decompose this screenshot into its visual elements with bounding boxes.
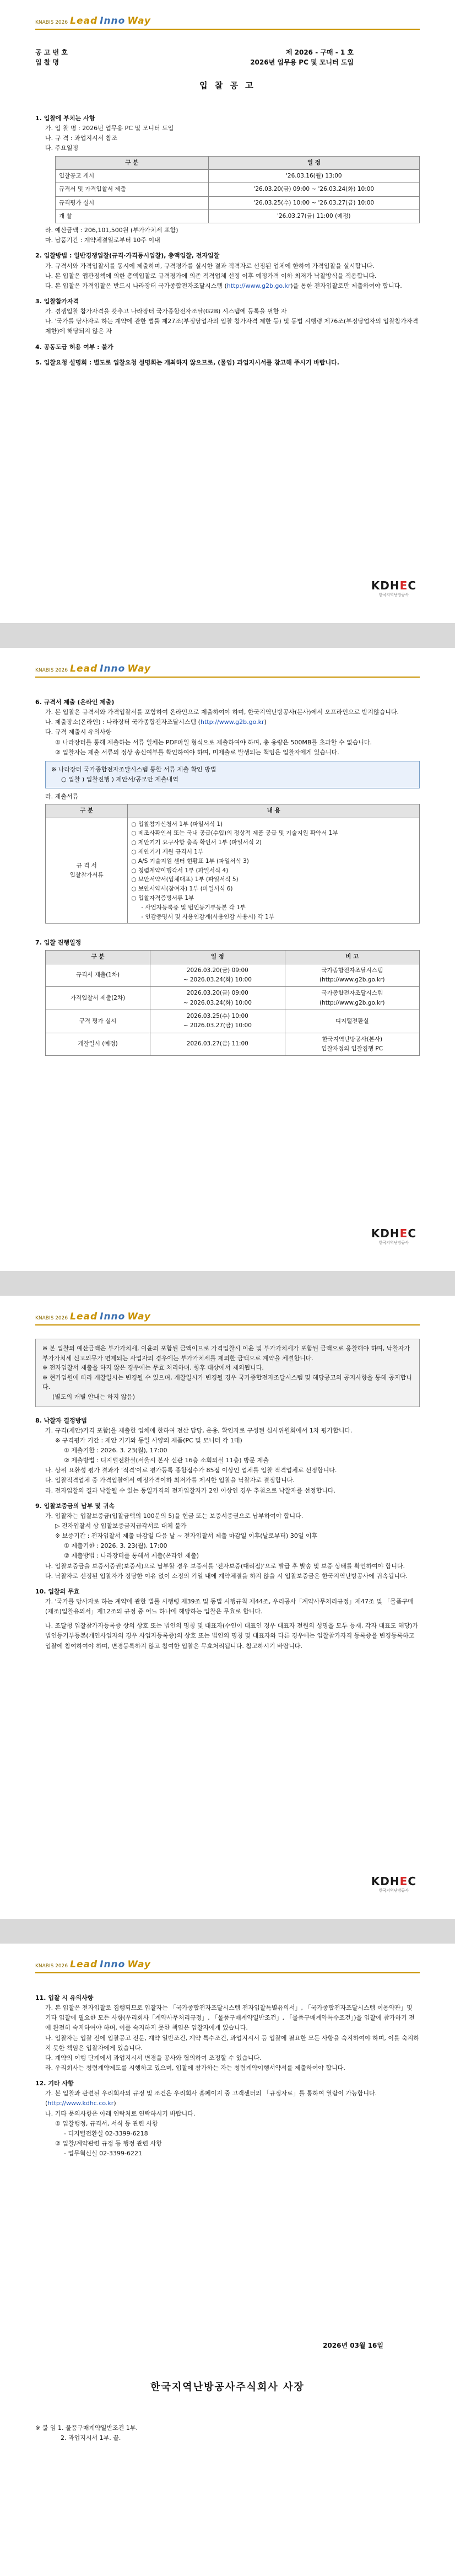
schedule-table: 구 분 일 정 입찰공고 게시 '26.03.16(월) 13:00 규격서 및 가격입찰서 제출 '26.03.20(금) 09:00 ~ '26.03.24(화) 10:00 규격평가 실시 '26.03.25(수) 10:00 ~ '26.03.27(금) 10:00 개 찰 '26.03.27(금) 11:00 (예정): [55, 156, 420, 224]
footer-logo: KDHEC 한국지역난방공사: [371, 1227, 416, 1245]
footer-logo: KDHEC 한국지역난방공사: [371, 1875, 416, 1893]
page-title: 입 찰 공 고: [199, 80, 256, 90]
notice-number-row: 공 고 번 호 제 2026 - 구매 - 1 호: [35, 49, 354, 56]
header-divider: [35, 29, 420, 30]
section-8-10: ※ 본 입찰의 예산금액은 부가가치세, 이윤의 포함된 금액이므로 가격입찰시 이윤 및 부가가치세가 포함된 금액으로 응찰해야 하며, 낙찰자가 부가가치세 신고의무가 면제되는 사업자의 경우에는 부가가치세를 제외한 금액으로 계약을 체결합니다. ※ 전자입찰서 제출을 하지 않은 경우에는 무효 처리하며, 향후 대상에서 제외됩니다. ※ 현가입원에 따라 개찰일시는 변경될 수 있으며, 개찰일시가 변경될 경우 국가종합전자조달시스템 및 해당공고의 공지사항을 통해 공지합니다. (별도의 개별 안내는 하지 않음) 8. 낙찰자 결정방법 가. 규격(제안)가격 포함)을 제출한 업체에 한하여 전산 담당, 운용, 확인자로 구성된 심사위원회에서 1차 평가합니다. ※ 규격평가 기간 : 제안 기기와 동일 사양의 제품(PC 및 모니터 각 1대) ① 제출기한 : 2026. 3. 23(월), 17:00 ② 제출방법 : 디지털전환실(서울시 본사 신관 16층 소회의실 11층) 방문 제출 나. 상위 요환성 평가 결과가 '적격'이로 평가등록 종합점수가 85점 이상인 업체를 입찰 적격업체로 선정합니다. 다. 입찰적격업체 중 가격입찰에서 예정가격이하 최저가를 제시한 입찰을 낙찰자로 결정합니다. 라. 전자입찰의 결과 낙찰될 수 있는 동일가격의 전자입찰자가 2인 이상인 경우 추첨으로 낙찰자를 선정합니다. 9. 입찰보증금의 납부 및 귀속 가. 입찰자는 입찰보증금(입찰금액의 100분의 5)을 현금 또는 보증서증권으로 납부하여야 합니다. ▷ 전자입찰서 상 입찰보증금지급각서로 대체 불가 ※ 보증기간 : 전자입찰서 제출 마감일 다음 날 ~ 전자입찰서 제출 마감일 이후(날로부터) 30일 이후 ① 제출기한 : 2026. 3. 23(월), 17:00 ② 제출방법 : 나라장터를 통해서 제출(온라인 제출) 나. 입찰보증금을 보증서증권(보증서)으로 납부할 경우 보증서를 '전자보증(대리점)'으로 발급 후 발송 및 보증 상태를 확인하여야 합니다. 다. 낙찰자로 선정된 입찰자가 정당한 이유 없이 소정의 기일 내에 계약체결을 하지 않을 시 입찰보증금은 한국지역난방공사에 귀속됩니다. 10. 입찰의 무효 가. '국가를 당사자로 하는 계약에 관한 법률 시행령 제39조 및 동법 시행규칙 제44조, 우리공사「계약사무처리규정」제47조 및 「물품구매(제조)입찰유의서」제12조의 규정 중 어느 하나에 해당하는 입찰은 무효로 합니다. 나. 조달청 입찰참가자등록증 상의 상호 또는 법인의 명칭 및 대표자(수인이 대표인 경우 대표자 전원의 성명을 모두 등재, 각자 대표도 해당)가 법인등기부등본(개인사업자의 경우 사업자등록증)의 상호 또는 법인의 명칭 및 대표자와 다른 경우에는 입찰참가자격 등록증을 변경등록하고 입찰에 참여하여야 하며, 변경등록하지 않고 참여한 입찰은 무효처리됩니다. 참고하시기 바랍니다.: [35, 1339, 420, 1651]
header-logo: KNABIS 2026 Lead Inno Way: [35, 1311, 151, 1322]
page-2: [0, 648, 455, 1271]
page-4: [0, 1944, 455, 2576]
header-logo: KNABIS 2026 Lead Inno Way: [35, 15, 151, 26]
submission-check-notice: ※ 나라장터 국가종합전자조달시스템 통한 서류 제출 확인 방법 ○ 입찰 ) 입찰진행 ) 제안서/공모안 제출내역: [45, 761, 420, 788]
section-11-12: 11. 입찰 시 유의사항 가. 본 입찰은 전자입찰로 집행되므로 입찰자는 「국가종합전자조달시스템 전자입찰특별유의서」, 「국가종합전자조달시스템 이용약관」및 기타 입찰에 필요한 모든 사항(우리회사「계약사무처리규정」, 「물품구매계약일반조건」, 「물품구매계약특수조건」)을 입찰에 참가하기 전에 완전히 숙지하여야 하며, 이를 숙지하지 못한 책임은 입찰자에게 있습니다. 나. 입찰자는 입찰 전에 입찰공고 전문, 계약 일반조건, 계약 특수조건, 과업지시서 등 입찰에 필요한 모든 사항을 숙지하여야 하며, 이를 숙지하지 못한 책임은 입찰자에게 있습니다. 다. 계약의 이행 단계에서 과업지시서 변경을 공사와 협의하여 조정할 수 있습니다. 라. 우리회사는 청렴계약제도를 시행하고 있으며, 입찰에 참가하는 자는 청렴계약이행서약서를 제출하여야 합니다. 12. 기타 사항 가. 본 입찰과 관련된 우리회사의 규정 및 조건은 우리회사 홈페이지 중 고객센터의 「규정자료」를 통하여 열람이 가능합니다. (http://www.kdhc.co.kr) 나. 기타 문의사항은 아래 연락처로 연락하시기 바랍니다. ① 입찰행정, 규격서, 서식 등 관련 사항 - 디지털전환실 02-3399-6218 ② 입찰/계약관련 규정 등 행정 관련 사항 - 업무혁신실 02-3399-6221: [35, 1994, 419, 2158]
documents-list: ○ 입찰참가신청서 1부 (파일서식 1) ○ 제조사확인서 또는 국내 공급(수입)의 정상적 제품 공급 및 기술지원 확약서 1부 ○ 제안기기 요구사항 충족 확인서 1부 (파일서식 2) ○ 제안기기 제원 규격서 1부 ○ A/S 기술지원 센터 현황표 1부 (파일서식 3) ○ 청렴계약이행각서 1부 (파일서식 4) ○ 보안서약서(업체대표) 1부 (파일서식 5) ○ 보안서약서(참여자) 1부 (파일서식 6) ○ 입찰자격증빙서류 1부 - 사업자등록증 및 법인등기부등본 각 1부 - 인감증명서 및 사용인감계(사용인감 사용시) 각 1부: [128, 818, 420, 924]
header-divider: [35, 1972, 420, 1973]
attachments: ※ 붙 임 1. 물품구매계약일반조건 1부. 2. 과업지시서 1부. 끝.: [35, 2424, 138, 2442]
notice-date: 2026년 03월 16일: [323, 2342, 383, 2349]
page-3: [0, 1296, 455, 1919]
section-1: 1. 입찰에 부치는 사항 가. 입 찰 명 : 2026년 업무용 PC 및 모니터 도입 나. 규 격 : 과업지시서 참조 다. 주요일정 구 분 일 정 입찰공고 게시 '26.03.16(월) 13:00 규격서 및 가격입찰서 제출 '26.03.20(금) 09:00 ~ '26.03.24(화) 10:00 규격평가 실시 '26.03.25(수) 10:00 ~ '26.03.27(금) 10:00 개 찰 '26.03.27(금) 11:00 (예정) 라. 예산금액 : 206,101,500원 (부가가치세 포함) 마. 납품기간 : 계약체결일로부터 10주 이내 2. 입찰방법 : 일반경쟁입찰(규격·가격동시입찰), 총액입찰, 전자입찰 가. 규격서와 가격입찰서를 동시에 제출하며, 규격평가를 실시한 결과 적격자로 선정된 업체에 한하여 가격입찰을 실시합니다. 나. 본 입찰은 앱관정책에 의한 총액입찰로 규격평가에 의존 적격업체 선정 이후 예정가격 이하 최저가 낙찰방식을 적용합니다. 다. 본 입찰은 가격입찰은 반드시 나라장터 국가종합전자조달시스템 (http://www.g2b.go.kr)을 통한 전자입찰로만 제출하여야 합니다. 3. 입찰참가자격 가. 경쟁입찰 참가자격을 갖추고 나라장터 국가종합전자조달(G2B) 시스템에 등록을 필한 자 나. '국가를 당사자로 하는 계약에 관한 법률 제27조(부정당업자의 입찰 참가자격 제한 등) 및 동법 시행령 제76조(부정당업자의 입찰참가자격 제한)에 해당되지 않은 자 4. 공동도급 허용 여부 : 불가 5. 입찰요청 설명회 : 별도로 입찰요청 설명회는 개최하지 않으므로, (물임) 과업지시서를 참고해 주시기 바랍니다.: [35, 108, 420, 368]
kdhc-link[interactable]: http://www.kdhc.co.kr: [47, 2100, 114, 2107]
section-6: 6. 규격서 제출 (온라인 제출) 가. 본 입찰은 규격서와 가격입찰서를 포함하여 온라인으로 제출하여야 하며, 한국지역난방공사(본사)에서 오프라인으로 받지않습니다. 나. 제출장소(온라인) : 나라장터 국가종합전자조달시스템 (http://www.g2b.go.kr) 다. 규격 제출시 유의사항 ① 나라장터를 통해 제출하는 서류 일체는 PDF파일 형식으로 제출하여야 하며, 총 용량은 500MB를 초과할 수 없습니다. ② 입찰자는 제출 서류의 정상 송신여부를 확인하여야 하며, 미제출로 발생되는 책임은 입찰자에게 있습니다. ※ 나라장터 국가종합전자조달시스템 통한 서류 제출 확인 방법 ○ 입찰 ) 입찰진행 ) 제안서/공모안 제출내역 라. 제출서류 구 분 내 용 규 격 서 입찰참가서류 ○ 입찰참가신청서 1부 (파일서식 1) ○ 제조사확인서 또는 국내 공급(수입)의 정상적 제품 공급 및 기술지원 확약서 1부 ○ 제안기기 요구사항 충족 확인서 1부 (파일서식 2) ○ 제안기기 제원 규격서 1부 ○ A/S 기술지원 센터 현황표 1부 (파일서식 3) ○ 청렴계약이행각서 1부 (파일서식 4) ○ 보안서약서(업체대표) 1부 (파일서식 5) ○ 보안서약서(참여자) 1부 (파일서식 6) ○ 입찰자격증빙서류 1부 - 사업자등록증 및 법인등기부등본 각 1부 - 인감증명서 및 사용인감계(사용인감 사용시) 각 1부 7. 입찰 진행일정 구 분 일 정 비 고 규격서 제출(1차) 2026.03.20(금) 09:00 ~ 2026.03.24(화) 10:00 국가종합전자조달시스템 (http://www.g2b.go.kr) 가격입찰서 제출(2차) 2026.03.20(금) 09:00 ~ 2026.03.24(화) 10:00 국가종합전자조달시스템 (http://www.g2b.go.kr) 규격 평가 실시 2026.03.25(수) 10:00 ~ 2026.03.27(금) 10:00 디지털전환실 개찰일시 (예정) 2026.03.27(금) 11:00 한국지역난방공사(본사) 입찰자정의 입찰집행 PC: [35, 692, 420, 1058]
header-logo: KNABIS 2026 Lead Inno Way: [35, 1959, 151, 1970]
footer-logo: KDHEC 한국지역난방공사: [371, 579, 416, 597]
signature: 한국지역난방공사주식회사 사장: [150, 2381, 305, 2393]
g2b-link[interactable]: http://www.g2b.go.kr: [200, 718, 264, 726]
header-divider: [35, 677, 420, 678]
g2b-link[interactable]: http://www.g2b.go.kr: [226, 282, 291, 289]
header-logo: KNABIS 2026 Lead Inno Way: [35, 663, 151, 674]
price-notice-box: ※ 본 입찰의 예산금액은 부가가치세, 이윤의 포함된 금액이므로 가격입찰시 이윤 및 부가가치세가 포함된 금액으로 응찰해야 하며, 낙찰자가 부가가치세 신고의무가 면제되는 사업자의 경우에는 부가가치세를 제외한 금액으로 계약을 체결합니다. ※ 전자입찰서 제출을 하지 않은 경우에는 무효 처리하며, 향후 대상에서 제외됩니다. ※ 현가입원에 따라 개찰일시는 변경될 수 있으며, 개찰일시가 변경될 경우 국가종합전자조달시스템 및 해당공고의 공지사항을 통해 공지합니다. (별도의 개별 안내는 하지 않음): [35, 1339, 420, 1407]
page-1: [0, 0, 455, 623]
documents-table: 구 분 내 용 규 격 서 입찰참가서류 ○ 입찰참가신청서 1부 (파일서식 1) ○ 제조사확인서 또는 국내 공급(수입)의 정상적 제품 공급 및 기술지원 확약서 1부 ○ 제안기기 요구사항 충족 확인서 1부 (파일서식 2) ○ 제안기기 제원 규격서 1부 ○ A/S 기술지원 센터 현황표 1부 (파일서식 3) ○ 청렴계약이행각서 1부 (파일서식 4) ○ 보안서약서(업체대표) 1부 (파일서식 5) ○ 보안서약서(참여자) 1부 (파일서식 6) ○ 입찰자격증빙서류 1부 - 사업자등록증 및 법인등기부등본 각 1부 - 인감증명서 및 사용인감계(사용인감 사용시) 각 1부: [45, 804, 420, 924]
bid-name-row: 입 찰 명 2026년 업무용 PC 및 모니터 도입: [35, 58, 354, 66]
header-divider: [35, 1324, 420, 1325]
progress-schedule-table: 구 분 일 정 비 고 규격서 제출(1차) 2026.03.20(금) 09:00 ~ 2026.03.24(화) 10:00 국가종합전자조달시스템 (http://www.g2b.go.kr) 가격입찰서 제출(2차) 2026.03.20(금) 09:00 ~ 2026.03.24(화) 10:00 국가종합전자조달시스템 (http://www.g2b.go.kr) 규격 평가 실시 2026.03.25(수) 10:00 ~ 2026.03.27(금) 10:00 디지털전환실 개찰일시 (예정) 2026.03.27(금) 11:00 한국지역난방공사(본사) 입찰자정의 입찰집행 PC: [45, 950, 420, 1056]
